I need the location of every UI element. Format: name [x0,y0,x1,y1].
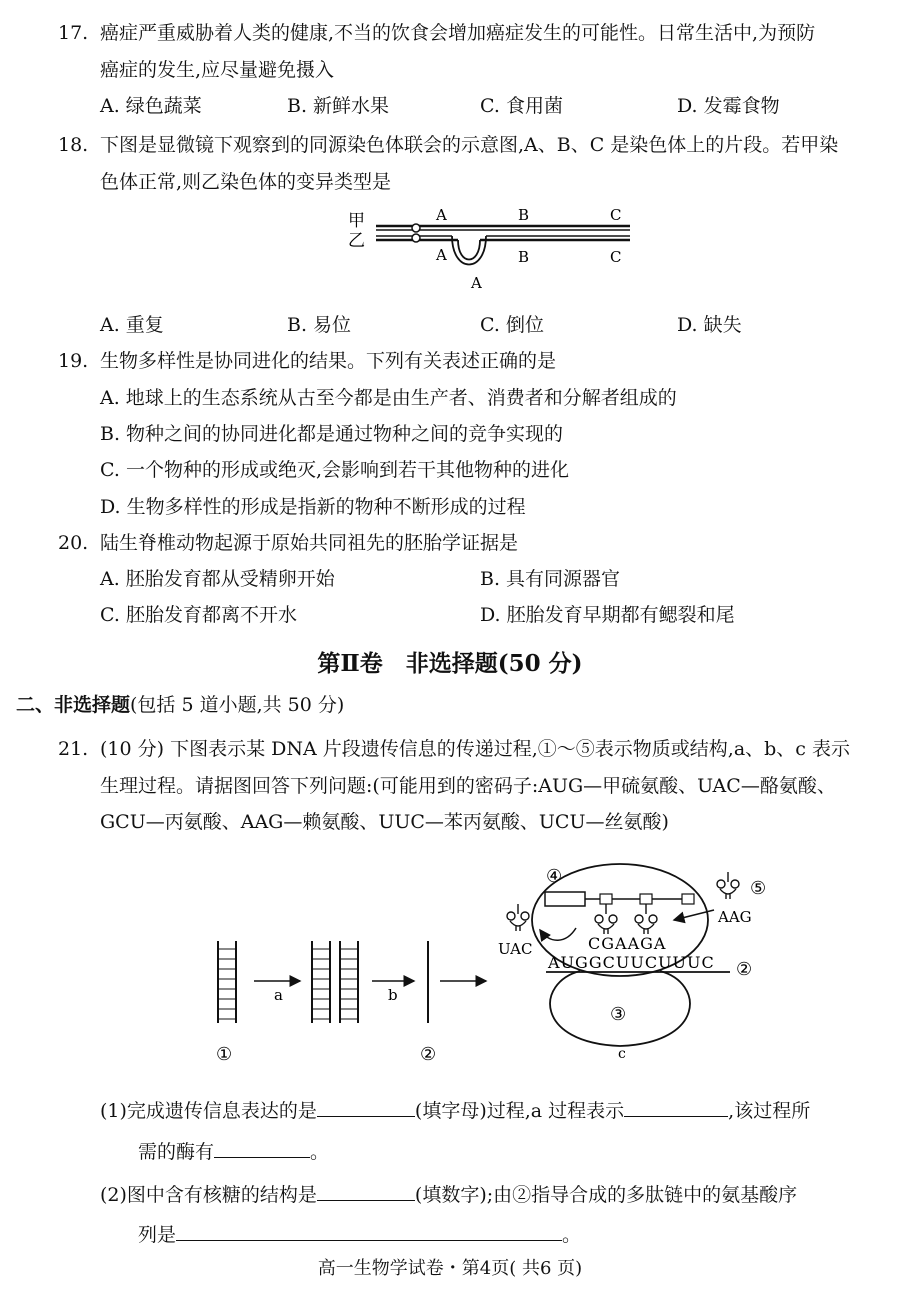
q18-option-d[interactable]: D. 缺失 [677,314,742,336]
q18-option-b[interactable]: B. 易位 [287,314,352,336]
trna-leaving [507,904,529,931]
q17-option-b[interactable]: B. 新鲜水果 [287,95,390,117]
sub2-text-3: 列是 [138,1224,177,1246]
circled-5-label: ⑤ [750,878,767,899]
q17-option-d[interactable]: D. 发霉食物 [677,95,780,117]
question-text: 下图是显微镜下观察到的同源染色体联会的示意图,A、B、C 是染色体上的片段。若甲染 [100,134,839,156]
trna-incoming [717,872,739,899]
question-number: 19. [58,350,89,372]
question-text: (10 分) 下图表示某 DNA 片段遗传信息的传递过程,①～⑤表示物质或结构,a、b、c 表示 [100,738,850,760]
question-20-stem [58,528,518,555]
trna-bound-2 [635,904,657,934]
anticodon-left: UAC [498,940,533,958]
label-top-b: B [518,206,530,224]
q17-option-a[interactable]: A. 绿色蔬菜 [100,95,202,117]
part2-heading [16,690,344,717]
q20-option-a[interactable]: A. 胚胎发育都从受精卵开始 [100,568,335,590]
question-number: 18. [58,134,89,156]
sub1-text-1: (1)完成遗传信息表达的是 [100,1100,317,1122]
section-title: 第Ⅱ卷 非选择题(50 分) [317,650,583,677]
circled-2-right-label: ② [736,959,753,980]
dna-double-helix [218,941,236,1023]
sub1-text-2: (填字母)过程,a 过程表示 [414,1100,625,1122]
sub1-text-5: 。 [310,1141,330,1163]
question-17-line2: 癌症的发生,应尽量避免摄入 [100,59,335,81]
sub2-text-1: (2)图中含有核糖的结构是 [100,1184,317,1206]
q19-option-d[interactable]: D. 生物多样性的形成是指新的物种不断形成的过程 [100,496,526,518]
loop-inner [458,240,480,260]
question-number: 17. [58,22,89,44]
circled-3-label: ③ [610,1004,627,1025]
gene-expression-figure [200,858,790,1063]
q19-option-b[interactable]: B. 物种之间的协同进化都是通过物种之间的竞争实现的 [100,423,564,445]
answer-blank-2[interactable] [624,1098,728,1117]
answer-blank-5[interactable] [176,1222,562,1241]
question-text: 生物多样性是协同进化的结果。下列有关表述正确的是 [100,350,557,372]
question-21-line2: 生理过程。请据图回答下列问题:(可能用到的密码子:AUG—甲硫氨酸、UAC—酪氨酸、 [100,775,836,797]
label-bottom-c: C [610,248,622,266]
label-top-c: C [610,206,622,224]
question-text: 陆生脊椎动物起源于原始共同祖先的胚胎学证据是 [100,532,519,554]
centromere-jia [412,224,420,232]
sub1-text-3: ,该过程所 [728,1100,811,1122]
q19-option-c[interactable]: C. 一个物种的形成或绝灭,会影响到若干其他物种的进化 [100,459,569,481]
answer-blank-3[interactable] [214,1139,310,1158]
label-top-a: A [436,206,447,224]
question-number: 21. [58,738,89,760]
sub-question-1-line1 [100,1096,810,1123]
page-footer: 高一生物学试卷・第4页( 共6 页) [317,1258,583,1279]
sub1-text-4: 需的酶有 [138,1141,215,1163]
arrow-trna-leaving [540,928,576,940]
chromosome-pairing-figure [340,200,670,300]
mrna-sequence: AUGGCUUCUUUC [548,953,715,972]
answer-blank-4[interactable] [317,1182,415,1201]
label-jia: 甲 [348,211,365,231]
label-a: a [274,986,283,1004]
q18-option-a[interactable]: A. 重复 [100,314,164,336]
q20-option-b[interactable]: B. 具有同源器官 [480,568,621,590]
question-18-line2: 色体正常,则乙染色体的变异类型是 [100,171,392,193]
answer-blank-1[interactable] [317,1098,415,1117]
sub-question-2-line1 [100,1180,797,1207]
label-yi: 乙 [348,231,365,251]
label-c: c [618,1046,626,1062]
anticodon-right: AAG [718,908,752,926]
question-text: 癌症严重威胁着人类的健康,不当的饮食会增加癌症发生的可能性。日常生活中,为预防 [100,22,816,44]
question-21-line3: GCU—丙氨酸、AAG—赖氨酸、UUC—苯丙氨酸、UCU—丝氨酸) [100,811,669,833]
circled-2-left-label: ② [420,1044,437,1063]
sub-question-1-line2 [138,1137,329,1164]
label-bottom-b: B [518,248,530,266]
dna-replicated [312,941,358,1023]
q20-option-c[interactable]: C. 胚胎发育都离不开水 [100,604,297,626]
q20-option-d[interactable]: D. 胚胎发育早期都有鳃裂和尾 [480,604,735,626]
circled-1-label: ① [216,1044,233,1063]
sub2-text-4: 。 [562,1224,582,1246]
part2-note: (包括 5 道小题,共 50 分) [130,694,345,716]
circled-4-label: ④ [546,866,563,887]
question-21-line1 [58,734,850,761]
part2-label: 二、非选择题 [16,694,131,716]
question-number: 20. [58,532,89,554]
sub2-text-2: (填数字);由②指导合成的多肽链中的氨基酸序 [414,1184,798,1206]
anticodons-on-ribosome: CGAAGA [588,934,667,953]
question-18-line1 [58,130,838,157]
centromere-yi [412,234,420,242]
question-19-stem [58,346,556,373]
label-b: b [388,986,398,1004]
trna-bound-1 [595,904,617,934]
sub-question-2-line2 [138,1220,581,1247]
q17-option-c[interactable]: C. 食用菌 [480,95,563,117]
q18-option-c[interactable]: C. 倒位 [480,314,544,336]
label-bottom-a: A [436,246,447,264]
label-loop-a: A [471,274,482,292]
peptide-box [545,892,585,906]
q19-option-a[interactable]: A. 地球上的生态系统从古至今都是由生产者、消费者和分解者组成的 [100,387,677,409]
question-17-line1 [58,18,815,45]
